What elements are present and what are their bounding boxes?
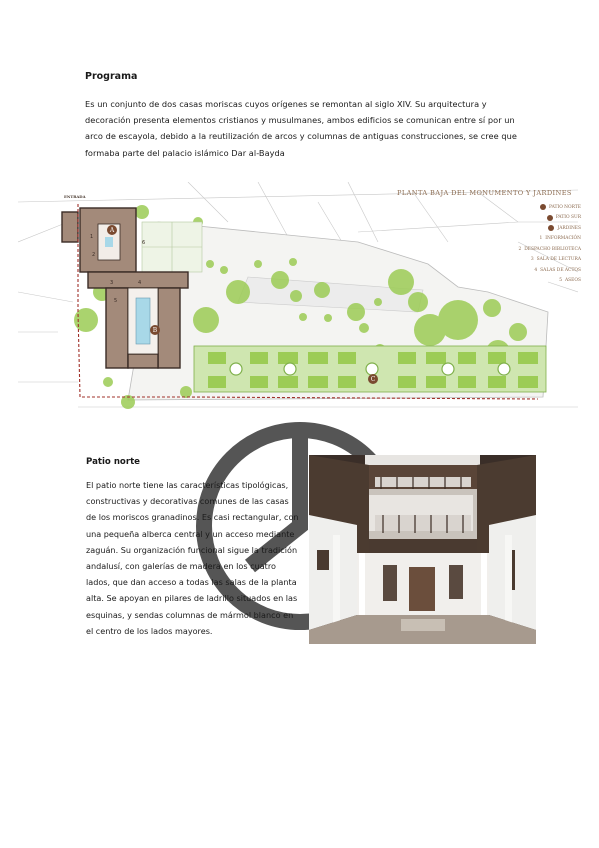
legend-number: 5 <box>559 278 562 284</box>
marker-icon <box>540 204 546 210</box>
marker-icon <box>548 225 554 231</box>
legend-label: PATIO NORTE <box>549 204 581 210</box>
legend-number: 2 <box>518 246 522 252</box>
programa-heading: Programa <box>85 71 138 82</box>
plan-title: PLANTA BAJA DEL MONUMENTO Y JARDINES <box>397 189 572 197</box>
legend-label: SALA DE LECTURA <box>536 257 581 263</box>
legend-number: 3 <box>530 257 534 263</box>
patio-heading: Patio norte <box>86 457 141 467</box>
legend-item <box>501 234 581 245</box>
programa-paragraph: Es un conjunto de dos casas moriscas cuyos orígenes se remontan al siglo XIV. Su arquitectura y decoración presenta elementos cristianos y musulmanes, ambos edificios se comunican entre sí por un arco de escayola, debido a la reutilización de arcos y columnas de antiguas construcciones, se cree que formaba parte del palacio islámico Dar al-Bayda <box>85 99 517 158</box>
entrance-label: ENTRADA <box>64 194 86 199</box>
plan-legend <box>501 202 581 286</box>
patio-paragraph: El patio norte tiene las características tipológicas, constructivas y decorativas comunes de las casas de los moriscos granadinos. Es casi rectangular, con una pequeña alberca central y un acceso mediante zaguán. Su organización funcional sigue la tradición andalusí, con galerías de madera en los cuatro lados, que dan acceso a todas las salas de la planta alta. Se apoyan en pilares de ladrillo situados en las esquinas, y sendas columnas de mármol blanco en el centro de los lados mayores. <box>86 480 299 636</box>
legend-label: DESPACHO BIBLIOTECA <box>524 246 581 252</box>
legend-item <box>501 213 581 224</box>
legend-number: 4 <box>534 267 538 273</box>
patio-photo <box>309 455 536 644</box>
legend-item <box>501 265 581 276</box>
legend-item <box>501 255 581 266</box>
room-number-4: 4 <box>138 280 142 286</box>
legend-item <box>501 202 581 213</box>
room-number-3: 3 <box>110 280 114 286</box>
room-number-2: 2 <box>92 252 96 258</box>
site-plan <box>18 182 581 422</box>
site-plan-drawing <box>18 182 578 422</box>
legend-label: JARDINES <box>557 225 581 231</box>
legend-item <box>501 276 581 287</box>
marker-b-label: B <box>152 327 158 334</box>
legend-label: INFORMACIÓN <box>545 236 581 242</box>
room-number-6: 6 <box>142 240 146 246</box>
legend-item <box>501 244 581 255</box>
legend-label: SALAS DE ACTOS <box>540 267 581 273</box>
legend-label: PATIO SUR <box>555 215 581 221</box>
patio-photo-drawing <box>309 455 536 644</box>
room-number-5: 5 <box>114 298 118 304</box>
marker-a-label: A <box>109 227 115 234</box>
marker-icon <box>547 215 553 221</box>
marker-c-label: C <box>370 376 376 383</box>
legend-number: 1 <box>539 236 543 242</box>
legend-item <box>501 223 581 234</box>
room-number-1: 1 <box>90 234 94 240</box>
legend-label: ASEOS <box>565 278 581 284</box>
